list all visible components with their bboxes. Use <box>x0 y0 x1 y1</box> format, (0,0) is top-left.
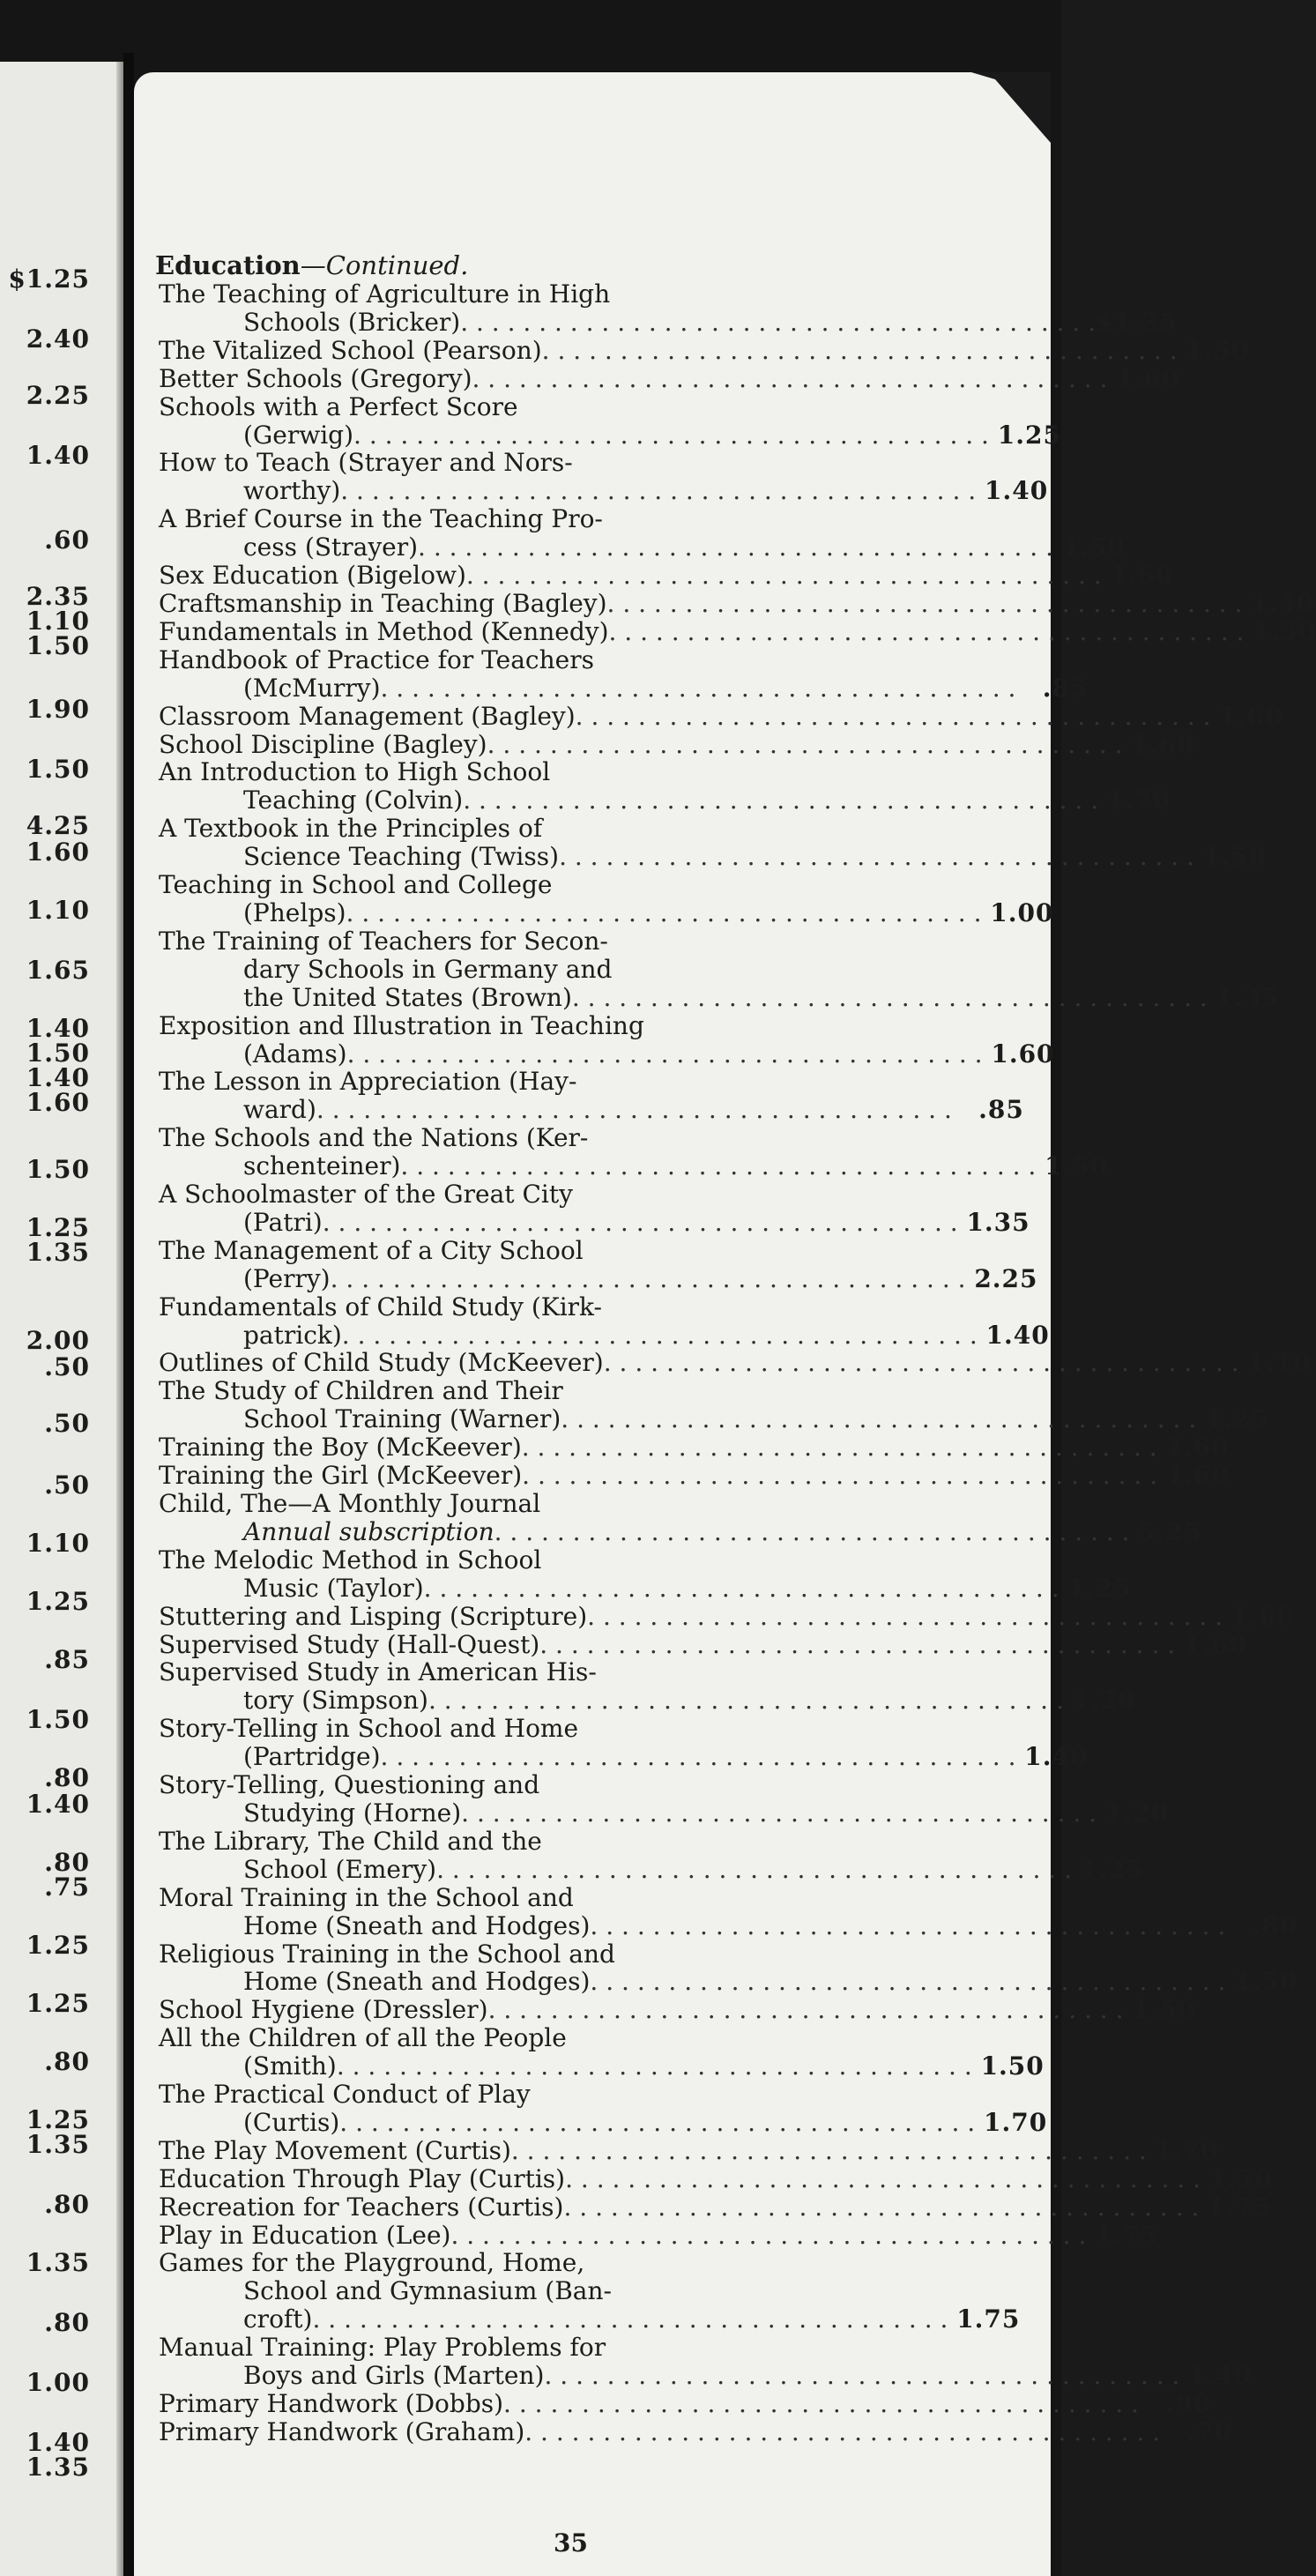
entry-price: 1.75 <box>956 2304 1021 2334</box>
dot-leader <box>607 590 1243 618</box>
entry-price: .80 <box>1252 1910 1298 1940</box>
dot-leader <box>563 2193 1199 2222</box>
dot-leader <box>572 984 1208 1012</box>
book-spine <box>116 62 123 2576</box>
entry-title-line: (Partridge) <box>243 1742 381 1772</box>
dot-leader <box>418 533 1053 562</box>
entry-title-line: Stuttering and Lisping (Scripture) <box>159 1601 588 1631</box>
entry-title-line: Schools (Bricker) <box>243 307 461 337</box>
entry-title-line: Games for the Playground, Home, <box>159 2248 585 2278</box>
entry-title-line: The Study of Children and Their <box>159 1376 563 1406</box>
left-price: .60 <box>44 525 90 555</box>
catalog-entry <box>155 1235 1038 1293</box>
entry-price: 1.60 <box>1131 729 1195 759</box>
entry-price: 1.35 <box>966 1207 1030 1237</box>
entry-price: 1.50 <box>1132 1995 1196 2025</box>
section-title: Education <box>155 250 301 280</box>
left-price: 1.40 <box>26 1790 90 1819</box>
entry-price: 1.75 <box>1095 2220 1159 2250</box>
entry-price: 1.40 <box>984 476 1049 506</box>
entry-title-line: The Lesson in Appreciation (Hay- <box>159 1067 577 1097</box>
entry-price: 1.25 <box>1067 1573 1132 1603</box>
catalog-entry <box>155 1657 1136 1716</box>
entry-price: 1.60 <box>1183 1629 1248 1659</box>
entry-price: 1.25 <box>997 420 1061 450</box>
entry-title-line: Handbook of Practice for Teachers <box>159 644 594 674</box>
dot-leader <box>353 421 989 450</box>
entry-price: 1.60 <box>1165 1433 1230 1463</box>
dot-leader <box>565 2165 1201 2193</box>
dot-leader <box>312 2305 948 2334</box>
entry-title-line: (Adams) <box>243 1039 347 1068</box>
left-price: 1.25 <box>26 2105 90 2134</box>
catalog-entry <box>155 644 1089 703</box>
dot-leader <box>576 703 1211 731</box>
left-price: $1.25 <box>8 264 90 294</box>
entry-price: 5.25 <box>1138 1516 1202 1546</box>
catalog-entry <box>155 2192 1272 2222</box>
catalog-entry <box>155 2220 1159 2250</box>
entry-title-line: The Vitalized School (Pearson) <box>159 335 542 365</box>
entry-price: 1.50 <box>1202 842 1267 872</box>
dot-leader <box>460 309 1096 337</box>
left-price: 1.25 <box>26 1989 90 2018</box>
left-price: 1.65 <box>26 956 90 985</box>
entry-price: .70 <box>1186 2416 1233 2446</box>
entry-title-line: (Phelps) <box>243 897 346 927</box>
entry-title-line: Boys and Girls (Marten) <box>243 2361 545 2391</box>
entry-price: 1.20 <box>1104 1798 1170 1828</box>
dot-leader <box>339 2109 975 2137</box>
left-price: .80 <box>44 1763 90 1792</box>
left-price: 1.35 <box>26 2453 90 2482</box>
entry-title-line: School (Emery) <box>243 1854 437 1884</box>
catalog-entry <box>155 1376 1269 1434</box>
entry-title-line: Outlines of Child Study (McKeever) <box>159 1348 604 1378</box>
catalog-entry <box>155 1601 1296 1631</box>
catalog-entry <box>155 561 1174 591</box>
catalog-entry <box>155 701 1283 731</box>
left-price: .50 <box>44 1470 90 1500</box>
catalog-entry <box>155 757 1171 815</box>
left-price: 2.35 <box>26 582 90 611</box>
entry-price: 1.60 <box>991 1039 1055 1068</box>
entry-price: 1.40 <box>1188 2361 1253 2391</box>
entry-price: 1.60 <box>1219 701 1283 731</box>
dot-leader <box>511 2137 1147 2165</box>
entry-title-line: (McMurry) <box>243 673 381 703</box>
entry-price: .85 <box>978 1095 1024 1125</box>
catalog-entry <box>155 1180 1030 1237</box>
entry-price: 1.35 <box>1216 982 1280 1012</box>
left-price: 1.60 <box>26 1088 90 1117</box>
entry-title-line: The Practical Conduct of Play <box>159 2080 531 2110</box>
entry-price: 1.60 <box>1116 363 1180 393</box>
left-price: 1.25 <box>26 1931 90 1960</box>
entry-title-line: The Melodic Method in School <box>159 1545 542 1575</box>
entry-title-line: Teaching in School and College <box>159 870 553 900</box>
left-price: .80 <box>44 2047 90 2076</box>
entry-price: 1.70 <box>1106 785 1171 815</box>
entry-title-line: The Training of Teachers for Secon- <box>159 926 608 956</box>
left-price: 1.50 <box>26 1705 90 1734</box>
dot-leader <box>587 1603 1223 1631</box>
left-price: .50 <box>44 1409 90 1438</box>
entry-price: 1.40 <box>1024 1742 1089 1772</box>
entry-price: 1.10 <box>1247 1348 1312 1378</box>
dot-leader <box>461 1799 1097 1828</box>
catalog-entry <box>155 1629 1248 1659</box>
catalog-entry <box>155 1939 1298 1997</box>
catalog-entry <box>155 1882 1298 1940</box>
catalog-entry <box>155 2080 1048 2137</box>
dot-leader <box>466 562 1102 590</box>
left-price: 1.40 <box>26 1063 90 1092</box>
left-price: 1.60 <box>26 838 90 867</box>
left-price: 1.35 <box>26 1238 90 1267</box>
catalog-entry <box>155 1489 1202 1546</box>
left-price: 1.35 <box>26 2248 90 2277</box>
catalog-entry <box>155 1461 1230 1491</box>
entry-title-line: cess (Strayer) <box>243 532 419 562</box>
entry-title-line: worthy) <box>243 476 341 506</box>
entry-price: 1.25 <box>1080 1854 1145 1884</box>
dot-leader <box>590 1968 1225 1996</box>
entry-title-line: Music (Taylor) <box>243 1573 424 1603</box>
entry-price: 1.00 <box>990 897 1054 927</box>
entry-title-line: The Library, The Child and the <box>159 1826 542 1856</box>
entry-price: 2.25 <box>974 1263 1038 1293</box>
left-price: .80 <box>44 2308 90 2337</box>
entry-price: 1.50 <box>1208 2163 1274 2193</box>
catalog-entry <box>155 363 1180 393</box>
entry-title-line: A Textbook in the Principles of <box>159 814 543 844</box>
entry-price: 1.50 <box>1061 532 1126 562</box>
left-price: 2.40 <box>26 324 90 354</box>
left-price: 1.40 <box>26 1014 90 1043</box>
dot-leader <box>488 1996 1124 2024</box>
entry-title-line: Religious Training in the School and <box>159 1939 615 1969</box>
left-price: 1.25 <box>26 1213 90 1242</box>
entry-title-line: The Teaching of Agriculture in High <box>159 279 611 309</box>
dot-leader <box>522 1462 1157 1490</box>
torn-corner <box>971 72 1051 143</box>
entry-title-line: Craftsmanship in Teaching (Bagley) <box>159 589 607 619</box>
dot-leader <box>316 1096 952 1124</box>
dot-leader <box>347 1040 983 1068</box>
left-price: .75 <box>44 1872 90 1902</box>
dot-leader <box>436 1856 1072 1884</box>
catalog-entry <box>155 589 1315 619</box>
catalog-entry <box>155 1995 1196 2025</box>
left-price: 2.25 <box>26 381 90 410</box>
entry-title-line: Child, The—A Monthly Journal <box>159 1489 541 1519</box>
entry-title-line: Training the Girl (McKeever) <box>159 1461 523 1491</box>
left-price: 1.90 <box>26 695 90 724</box>
entry-title-line: Supervised Study in American His- <box>159 1657 597 1687</box>
entry-title-line: tory (Simpson) <box>243 1686 428 1716</box>
entry-title-line: Studying (Horne) <box>243 1798 462 1828</box>
entry-price: 1.25 <box>1205 1404 1269 1434</box>
entry-price: 1.50 <box>1234 1967 1298 1997</box>
catalog-entry <box>155 2248 1021 2334</box>
catalog-list <box>155 250 1316 2446</box>
entry-title-line: Moral Training in the School and <box>159 1882 574 1912</box>
entry-title-line: A Schoolmaster of the Great City <box>159 1180 573 1210</box>
entry-title-line: (Smith) <box>243 2051 337 2081</box>
entry-title-line: Play in Education (Lee) <box>159 2220 451 2250</box>
entry-title-line: Primary Handwork (Dobbs) <box>159 2389 504 2419</box>
left-price: 1.25 <box>26 1587 90 1616</box>
entry-title-line: Schools with a Perfect Score <box>159 391 518 421</box>
entry-title-line: Story-Telling, Questioning and <box>159 1770 540 1800</box>
entry-title-line: All the Children of all the People <box>159 2023 567 2053</box>
left-price: 1.10 <box>26 896 90 925</box>
catalog-entry <box>155 1714 1089 1772</box>
catalog-entry <box>155 926 1280 1012</box>
left-price: 2.00 <box>26 1326 90 1355</box>
dot-leader <box>400 1152 1036 1180</box>
catalog-entry <box>155 1545 1132 1603</box>
left-price: 1.10 <box>26 607 90 636</box>
entry-title-line: Annual subscription <box>243 1516 494 1546</box>
left-price: 4.25 <box>26 811 90 840</box>
catalog-entry <box>155 1348 1312 1378</box>
dot-leader <box>609 618 1245 646</box>
catalog-entry <box>155 1770 1170 1828</box>
left-price: 1.50 <box>26 755 90 784</box>
dot-leader <box>472 365 1108 393</box>
entry-title-line: School and Gymnasium (Ban- <box>243 2276 612 2306</box>
catalog-entry <box>155 870 1054 927</box>
dot-leader <box>604 1349 1239 1377</box>
catalog-entry <box>155 335 1250 365</box>
section-continued: —Continued. <box>300 250 469 280</box>
dot-leader <box>542 337 1178 365</box>
entry-price: 1.70 <box>984 2107 1048 2137</box>
entry-price: 1.50 <box>1186 335 1250 365</box>
dot-leader <box>544 2362 1179 2390</box>
dot-leader <box>559 843 1194 871</box>
left-price: .50 <box>44 1352 90 1381</box>
entry-title-line: Classroom Management (Bagley) <box>159 701 576 731</box>
catalog-entry <box>155 1067 1024 1125</box>
catalog-entry <box>155 279 1178 337</box>
catalog-entry <box>155 2135 1219 2165</box>
dot-leader <box>323 1209 958 1237</box>
entry-title-line: the United States (Brown) <box>243 982 572 1012</box>
dot-leader <box>539 1631 1175 1659</box>
entry-price: 1.70 <box>1155 2135 1219 2165</box>
catalog-entry <box>155 2389 1211 2419</box>
entry-price: 1.60 <box>1165 1461 1230 1491</box>
entry-price: 1.40 <box>985 1320 1050 1350</box>
catalog-entry <box>155 1292 1050 1350</box>
catalog-entry <box>155 448 1049 506</box>
catalog-entry <box>155 2333 1253 2391</box>
entry-title-line: ward) <box>243 1095 316 1125</box>
entry-title-line: Better Schools (Gregory) <box>159 363 472 393</box>
entry-title-line: (Patri) <box>243 1207 323 1237</box>
dot-leader <box>331 1265 966 1293</box>
dot-leader <box>522 1433 1157 1462</box>
left-price: 1.50 <box>26 1039 90 1068</box>
entry-title-line: Training the Boy (McKeever) <box>159 1433 522 1463</box>
page-gutter <box>123 53 134 2576</box>
dot-leader <box>524 2418 1160 2446</box>
dot-leader <box>487 731 1123 759</box>
left-price: 1.10 <box>26 1529 90 1558</box>
catalog-entry <box>155 1826 1145 1884</box>
catalog-entry <box>155 1123 1109 1181</box>
entry-title-line: (Gerwig) <box>243 420 354 450</box>
catalog-entry <box>155 729 1195 759</box>
entry-price: 1.20 <box>1072 1686 1136 1716</box>
entry-title-line: croft) <box>243 2304 313 2334</box>
entry-title-line: (Curtis) <box>243 2107 340 2137</box>
dot-leader <box>424 1575 1059 1603</box>
dot-leader <box>381 674 1016 703</box>
left-price: 1.00 <box>26 2368 90 2397</box>
left-price: .80 <box>44 1848 90 1877</box>
catalog-entry <box>155 504 1126 562</box>
left-price: .85 <box>44 1645 90 1674</box>
entry-title-line: Fundamentals in Method (Kennedy) <box>159 616 609 646</box>
entries-list <box>155 279 1316 2446</box>
catalog-entry <box>155 1010 1055 1068</box>
page-number: 35 <box>554 2528 588 2557</box>
entry-price: 1.60 <box>1110 561 1174 591</box>
entry-title-line: dary Schools in Germany and <box>243 954 613 984</box>
entry-title-line: Sex Education (Bigelow) <box>159 561 466 591</box>
left-price: 1.50 <box>26 1155 90 1184</box>
dot-leader <box>561 1405 1196 1433</box>
left-price: .80 <box>44 2190 90 2219</box>
catalog-entry <box>155 2023 1045 2081</box>
catalog-entry <box>155 616 1316 646</box>
entry-title-line: An Introduction to High School <box>159 757 551 787</box>
entry-title-line: School Discipline (Bagley) <box>159 729 487 759</box>
entry-title-line: Supervised Study (Hall-Quest) <box>159 1629 540 1659</box>
entry-title-line: Recreation for Teachers (Curtis) <box>159 2192 564 2222</box>
entry-title-line: Teaching (Colvin) <box>243 785 464 815</box>
entry-title-line: Home (Sneath and Hodges) <box>243 1910 591 1940</box>
dot-leader <box>503 2390 1139 2418</box>
dot-leader <box>346 899 982 927</box>
entry-title-line: Manual Training: Play Problems for <box>159 2333 606 2363</box>
catalog-entry <box>155 391 1061 450</box>
entry-title-line: The Management of a City School <box>159 1235 584 1265</box>
entry-price: .90 <box>1165 2389 1211 2419</box>
dot-leader <box>340 477 976 505</box>
dot-leader <box>428 1686 1064 1715</box>
entry-title-line: patrick) <box>243 1320 342 1350</box>
entry-title-line: School Hygiene (Dressler) <box>159 1995 488 2025</box>
entry-title-line: Primary Handwork (Graham) <box>159 2416 525 2446</box>
dot-leader <box>590 1912 1225 1940</box>
left-price: 1.40 <box>26 2428 90 2457</box>
entry-title-line: School Training (Warner) <box>243 1404 561 1434</box>
entry-price: $1.35 <box>1096 307 1178 337</box>
entry-title-line: schenteiner) <box>243 1151 401 1181</box>
catalog-entry <box>155 1433 1230 1463</box>
entry-price: 1.50 <box>1253 616 1316 646</box>
entry-title-line: How to Teach (Strayer and Nors- <box>159 448 573 478</box>
left-price: 1.35 <box>26 2130 90 2159</box>
dot-leader <box>450 2222 1086 2250</box>
entry-price: 1.60 <box>1230 1601 1296 1631</box>
dot-leader <box>494 1518 1130 1546</box>
left-price: 1.50 <box>26 631 90 660</box>
entry-title-line: Story-Telling in School and Home <box>159 1714 579 1744</box>
dot-leader <box>381 1743 1016 1771</box>
entry-title-line: Education Through Play (Curtis) <box>159 2163 566 2193</box>
entry-title-line: Fundamentals of Child Study (Kirk- <box>159 1292 602 1322</box>
catalog-entry <box>155 814 1267 872</box>
entry-price: 1.75 <box>1208 2192 1272 2222</box>
section-heading <box>155 251 790 280</box>
entry-title-line: (Perry) <box>243 1263 331 1293</box>
entry-price: 1.50 <box>980 2051 1045 2081</box>
entry-title-line: The Schools and the Nations (Ker- <box>159 1123 589 1153</box>
catalog-entry <box>155 2163 1274 2193</box>
entry-title-line: Exposition and Illustration in Teaching <box>159 1010 644 1040</box>
entry-title-line: Home (Sneath and Hodges) <box>243 1967 591 1997</box>
dot-leader <box>463 786 1098 815</box>
entry-title-line: A Brief Course in the Teaching Pro- <box>159 504 603 534</box>
entry-title-line: Science Teaching (Twiss) <box>243 842 560 872</box>
entry-title-line: The Play Movement (Curtis) <box>159 2135 511 2165</box>
catalog-entry <box>155 2416 1233 2446</box>
entry-price: .85 <box>1042 673 1089 703</box>
entry-price: 1.50 <box>1045 1151 1109 1181</box>
left-price: 1.40 <box>26 441 90 470</box>
entry-price: 1.40 <box>1251 589 1315 619</box>
dot-leader <box>342 1322 978 1350</box>
dot-leader <box>337 2052 972 2081</box>
